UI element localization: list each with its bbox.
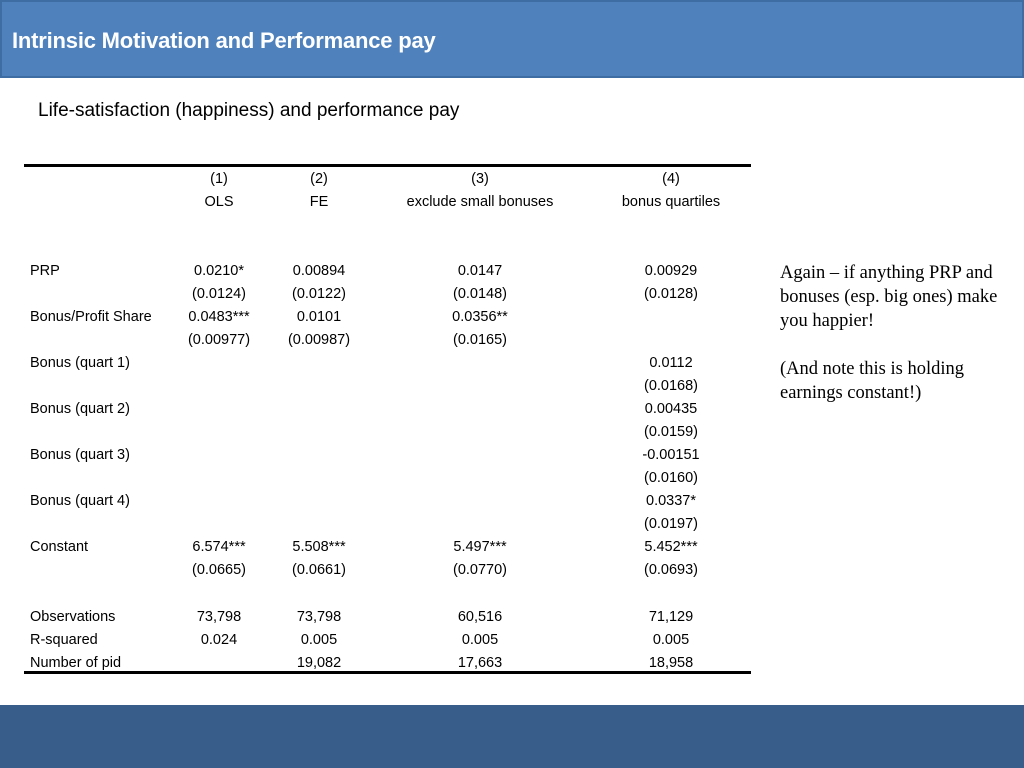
table-cell: (0.0159) xyxy=(643,424,698,440)
slide-footer xyxy=(0,705,1024,768)
row-label: Bonus/Profit Share xyxy=(30,309,152,325)
table-cell: 0.0210* xyxy=(194,263,244,279)
table-cell: (0.0165) xyxy=(452,332,507,348)
table-cell: (0.0128) xyxy=(643,286,698,302)
col-name-3: exclude small bonuses xyxy=(406,194,554,210)
table-cell: 60,516 xyxy=(457,609,503,625)
table-cell: (0.00987) xyxy=(287,332,351,348)
row-label: PRP xyxy=(30,263,60,279)
table-cell: 17,663 xyxy=(457,655,503,671)
table-cell: 0.005 xyxy=(652,632,690,648)
table-cell: (0.0665) xyxy=(191,562,246,578)
table-cell: (0.0661) xyxy=(291,562,346,578)
col-name-4: bonus quartiles xyxy=(621,194,721,210)
table-cell: 0.0112 xyxy=(649,355,693,371)
col-number-4: (4) xyxy=(662,171,680,187)
col-number-3: (3) xyxy=(471,171,489,187)
col-number-1: (1) xyxy=(210,171,228,187)
stat-label: Observations xyxy=(30,609,116,625)
table-cell: 0.0147 xyxy=(457,263,503,279)
table-cell: 5.497*** xyxy=(453,539,507,555)
table-cell: 0.024 xyxy=(200,632,238,648)
table-cell: 5.452*** xyxy=(644,539,698,555)
table-cell: 0.00894 xyxy=(292,263,346,279)
row-label: Constant xyxy=(30,539,89,555)
table-cell: 0.0337* xyxy=(646,493,696,509)
row-label: Bonus (quart 3) xyxy=(30,447,130,463)
col-name-1: OLS xyxy=(204,194,234,210)
table-cell: 0.00435 xyxy=(644,401,698,417)
table-cell: 0.0356** xyxy=(452,309,508,325)
table-cell: 18,958 xyxy=(648,655,694,671)
table-top-rule xyxy=(24,164,751,167)
note-paragraph-1: Again – if anything PRP and bonuses (esp. big ones) make you happier! xyxy=(780,263,998,331)
row-label: Bonus (quart 4) xyxy=(30,493,130,509)
table-cell: (0.00977) xyxy=(187,332,251,348)
table-cell: (0.0197) xyxy=(643,516,698,532)
table-cell: 0.00929 xyxy=(644,263,698,279)
stat-label: R-squared xyxy=(30,632,98,648)
col-number-2: (2) xyxy=(310,171,328,187)
table-cell: (0.0148) xyxy=(452,286,507,302)
slide-subtitle: Life-satisfaction (happiness) and performance pay xyxy=(38,100,460,121)
table-cell: (0.0160) xyxy=(643,470,698,486)
table-cell: 19,082 xyxy=(296,655,342,671)
slide-header xyxy=(0,0,1024,78)
table-cell: 0.005 xyxy=(461,632,499,648)
table-cell: 0.005 xyxy=(300,632,338,648)
slide-title: Intrinsic Motivation and Performance pay xyxy=(12,28,436,53)
note-paragraph-2: (And note this is holding earnings constant!) xyxy=(780,359,964,403)
table-bottom-rule xyxy=(24,671,751,674)
table-cell: 5.508*** xyxy=(292,539,346,555)
table-cell: 73,798 xyxy=(296,609,342,625)
table-cell: (0.0168) xyxy=(643,378,698,394)
table-cell: 6.574*** xyxy=(192,539,246,555)
row-label: Bonus (quart 2) xyxy=(30,401,130,417)
table-cell: (0.0122) xyxy=(291,286,346,302)
row-label: Bonus (quart 1) xyxy=(30,355,130,371)
table-cell: (0.0693) xyxy=(643,562,698,578)
table-cell: -0.00151 xyxy=(642,447,700,463)
col-name-2: FE xyxy=(309,194,329,210)
side-note xyxy=(780,261,1000,429)
table-cell: (0.0124) xyxy=(191,286,246,302)
table-cell: (0.0770) xyxy=(452,562,507,578)
table-cell: 0.0101 xyxy=(296,309,342,325)
table-cell: 71,129 xyxy=(648,609,694,625)
table-cell: 0.0483*** xyxy=(188,309,250,325)
table-cell: 73,798 xyxy=(196,609,242,625)
stat-label: Number of pid xyxy=(30,655,122,671)
